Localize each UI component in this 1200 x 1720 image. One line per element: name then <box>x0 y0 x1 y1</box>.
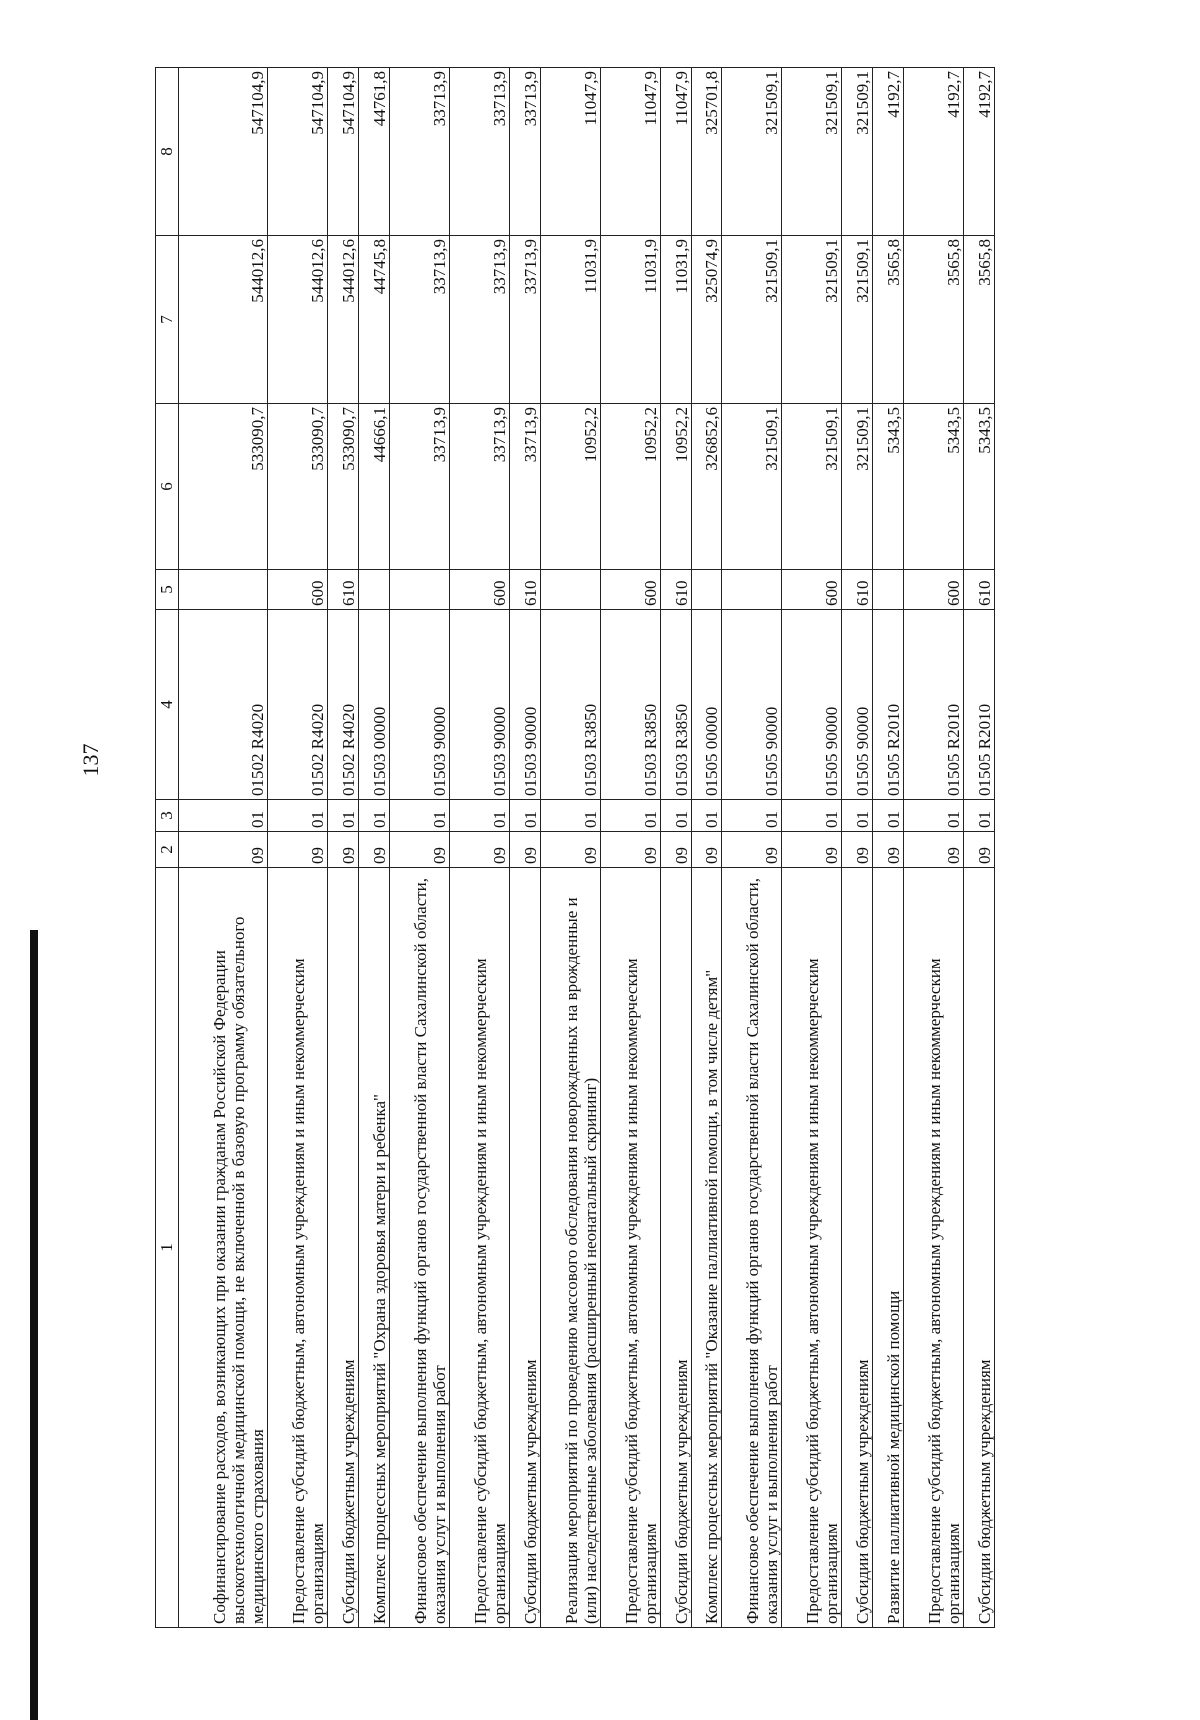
cell-amount-col7: 11031,9 <box>600 236 660 404</box>
cell-subsection: 01 <box>268 800 328 832</box>
cell-section: 09 <box>328 832 359 868</box>
cell-section: 09 <box>691 832 722 868</box>
cell-target-article: 01505 R2010 <box>964 610 995 800</box>
cell-amount-col8: 547104,9 <box>179 68 268 236</box>
cell-expense-type <box>873 570 904 610</box>
cell-section: 09 <box>449 832 509 868</box>
cell-amount-col7: 3565,8 <box>964 236 995 404</box>
table-row <box>540 68 600 1628</box>
cell-target-article: 01502 R4020 <box>328 610 359 800</box>
header-col-2: 2 <box>156 832 179 868</box>
cell-amount-col6: 33713,9 <box>389 404 449 570</box>
cell-amount-col6: 321509,1 <box>842 404 873 570</box>
cell-name: Финансовое обеспечение выполнения функций органов государственной власти Сахалинской области, оказания услуг и выполнения работ <box>389 868 449 1628</box>
cell-subsection: 01 <box>509 800 540 832</box>
cell-target-article: 01502 R4020 <box>268 610 328 800</box>
cell-name: Субсидии бюджетным учреждениям <box>842 868 873 1628</box>
cell-target-article: 01503 90000 <box>509 610 540 800</box>
cell-name: Реализация мероприятий по проведению массового обследования новорожденных на врожденные и (или) наследственные заболевания (расширенный неонатальный скрининг) <box>540 868 600 1628</box>
cell-amount-col7: 33713,9 <box>389 236 449 404</box>
cell-section: 09 <box>873 832 904 868</box>
cell-target-article: 01505 90000 <box>842 610 873 800</box>
cell-amount-col8: 33713,9 <box>509 68 540 236</box>
budget-table-container <box>155 68 995 1628</box>
table-row <box>509 68 540 1628</box>
cell-target-article: 01503 R3850 <box>660 610 691 800</box>
cell-subsection: 01 <box>903 800 963 832</box>
cell-expense-type: 610 <box>964 570 995 610</box>
cell-amount-col6: 533090,7 <box>328 404 359 570</box>
cell-section: 09 <box>903 832 963 868</box>
cell-subsection: 01 <box>449 800 509 832</box>
cell-subsection: 01 <box>660 800 691 832</box>
cell-section: 09 <box>660 832 691 868</box>
cell-expense-type: 610 <box>509 570 540 610</box>
cell-amount-col7: 321509,1 <box>842 236 873 404</box>
cell-section: 09 <box>540 832 600 868</box>
cell-amount-col6: 33713,9 <box>449 404 509 570</box>
cell-expense-type: 600 <box>268 570 328 610</box>
cell-amount-col7: 321509,1 <box>782 236 842 404</box>
table-header-row <box>156 68 179 1628</box>
cell-amount-col7: 544012,6 <box>179 236 268 404</box>
cell-amount-col8: 547104,9 <box>328 68 359 236</box>
cell-target-article: 01505 R2010 <box>873 610 904 800</box>
cell-expense-type <box>691 570 722 610</box>
cell-name: Предоставление субсидий бюджетным, автономным учреждениям и иным некоммерческим организациям <box>600 868 660 1628</box>
cell-name: Субсидии бюджетным учреждениям <box>660 868 691 1628</box>
cell-subsection: 01 <box>782 800 842 832</box>
cell-name: Развитие паллиативной медицинской помощи <box>873 868 904 1628</box>
cell-amount-col6: 5343,5 <box>964 404 995 570</box>
header-col-3: 3 <box>156 800 179 832</box>
cell-amount-col8: 33713,9 <box>389 68 449 236</box>
cell-section: 09 <box>389 832 449 868</box>
header-col-8: 8 <box>156 68 179 236</box>
cell-amount-col7: 3565,8 <box>903 236 963 404</box>
table-row <box>600 68 660 1628</box>
table-row <box>691 68 722 1628</box>
table-row <box>179 68 268 1628</box>
cell-amount-col6: 533090,7 <box>179 404 268 570</box>
table-row <box>964 68 995 1628</box>
cell-section: 09 <box>359 832 390 868</box>
cell-amount-col6: 10952,2 <box>660 404 691 570</box>
cell-expense-type: 610 <box>660 570 691 610</box>
cell-amount-col8: 44761,8 <box>359 68 390 236</box>
table-row <box>268 68 328 1628</box>
cell-name: Предоставление субсидий бюджетным, автономным учреждениям и иным некоммерческим организациям <box>268 868 328 1628</box>
cell-subsection: 01 <box>359 800 390 832</box>
table-row <box>449 68 509 1628</box>
table-row <box>660 68 691 1628</box>
cell-amount-col8: 321509,1 <box>782 68 842 236</box>
cell-section: 09 <box>722 832 782 868</box>
cell-amount-col6: 5343,5 <box>903 404 963 570</box>
cell-expense-type: 600 <box>782 570 842 610</box>
cell-expense-type: 600 <box>449 570 509 610</box>
cell-amount-col8: 321509,1 <box>842 68 873 236</box>
cell-name: Субсидии бюджетным учреждениям <box>328 868 359 1628</box>
cell-name: Комплекс процессных мероприятий "Охрана здоровья матери и ребенка" <box>359 868 390 1628</box>
cell-name: Субсидии бюджетным учреждениям <box>509 868 540 1628</box>
cell-expense-type: 600 <box>903 570 963 610</box>
cell-amount-col8: 321509,1 <box>722 68 782 236</box>
cell-amount-col8: 11047,9 <box>540 68 600 236</box>
cell-amount-col6: 33713,9 <box>509 404 540 570</box>
header-col-4: 4 <box>156 610 179 800</box>
cell-amount-col7: 3565,8 <box>873 236 904 404</box>
cell-amount-col7: 325074,9 <box>691 236 722 404</box>
cell-subsection: 01 <box>842 800 873 832</box>
cell-target-article: 01505 00000 <box>691 610 722 800</box>
cell-amount-col8: 4192,7 <box>873 68 904 236</box>
cell-amount-col7: 44745,8 <box>359 236 390 404</box>
cell-section: 09 <box>509 832 540 868</box>
header-col-1: 1 <box>156 868 179 1628</box>
cell-name: Предоставление субсидий бюджетным, автономным учреждениям и иным некоммерческим организациям <box>903 868 963 1628</box>
header-col-5: 5 <box>156 570 179 610</box>
cell-expense-type <box>540 570 600 610</box>
cell-subsection: 01 <box>389 800 449 832</box>
cell-name: Софинансирование расходов, возникающих при оказании гражданам Российской Федерации высокотехнологичной медицинской помощи, не включенной в базовую программу обязательного медицинского страхования <box>179 868 268 1628</box>
cell-expense-type <box>179 570 268 610</box>
cell-amount-col6: 10952,2 <box>540 404 600 570</box>
cell-amount-col7: 544012,6 <box>328 236 359 404</box>
cell-amount-col6: 321509,1 <box>722 404 782 570</box>
cell-subsection: 01 <box>722 800 782 832</box>
cell-amount-col7: 11031,9 <box>660 236 691 404</box>
page-number: 137 <box>78 743 103 777</box>
cell-amount-col6: 5343,5 <box>873 404 904 570</box>
cell-amount-col6: 533090,7 <box>268 404 328 570</box>
table-row <box>328 68 359 1628</box>
cell-target-article: 01503 R3850 <box>600 610 660 800</box>
cell-target-article: 01505 90000 <box>722 610 782 800</box>
cell-expense-type <box>722 570 782 610</box>
cell-section: 09 <box>600 832 660 868</box>
cell-amount-col6: 44666,1 <box>359 404 390 570</box>
cell-subsection: 01 <box>964 800 995 832</box>
cell-subsection: 01 <box>873 800 904 832</box>
cell-subsection: 01 <box>540 800 600 832</box>
table-row <box>389 68 449 1628</box>
table-row <box>782 68 842 1628</box>
cell-amount-col7: 33713,9 <box>509 236 540 404</box>
cell-target-article: 01503 00000 <box>359 610 390 800</box>
cell-target-article: 01505 90000 <box>782 610 842 800</box>
cell-target-article: 01505 R2010 <box>903 610 963 800</box>
cell-amount-col8: 4192,7 <box>903 68 963 236</box>
table-row <box>903 68 963 1628</box>
cell-target-article: 01502 R4020 <box>179 610 268 800</box>
cell-section: 09 <box>782 832 842 868</box>
cell-section: 09 <box>842 832 873 868</box>
cell-name: Финансовое обеспечение выполнения функций органов государственной власти Сахалинской области, оказания услуг и выполнения работ <box>722 868 782 1628</box>
cell-amount-col6: 326852,6 <box>691 404 722 570</box>
cell-amount-col8: 33713,9 <box>449 68 509 236</box>
cell-amount-col7: 33713,9 <box>449 236 509 404</box>
header-col-6: 6 <box>156 404 179 570</box>
cell-target-article: 01503 90000 <box>449 610 509 800</box>
cell-subsection: 01 <box>328 800 359 832</box>
cell-amount-col7: 544012,6 <box>268 236 328 404</box>
cell-amount-col8: 547104,9 <box>268 68 328 236</box>
cell-section: 09 <box>964 832 995 868</box>
table-row <box>722 68 782 1628</box>
cell-amount-col7: 321509,1 <box>722 236 782 404</box>
cell-section: 09 <box>179 832 268 868</box>
cell-name: Субсидии бюджетным учреждениям <box>964 868 995 1628</box>
table-row <box>842 68 873 1628</box>
cell-target-article: 01503 R3850 <box>540 610 600 800</box>
cell-amount-col6: 321509,1 <box>782 404 842 570</box>
cell-amount-col8: 11047,9 <box>600 68 660 236</box>
cell-section: 09 <box>268 832 328 868</box>
cell-amount-col8: 325701,8 <box>691 68 722 236</box>
cell-name: Комплекс процессных мероприятий "Оказание паллиативной помощи, в том числе детям" <box>691 868 722 1628</box>
cell-target-article: 01503 90000 <box>389 610 449 800</box>
cell-name: Предоставление субсидий бюджетным, автономным учреждениям и иным некоммерческим организациям <box>782 868 842 1628</box>
cell-expense-type: 610 <box>328 570 359 610</box>
header-col-7: 7 <box>156 236 179 404</box>
cell-amount-col6: 10952,2 <box>600 404 660 570</box>
binding-edge <box>30 930 38 1720</box>
cell-expense-type <box>359 570 390 610</box>
cell-amount-col8: 11047,9 <box>660 68 691 236</box>
cell-subsection: 01 <box>179 800 268 832</box>
cell-expense-type <box>389 570 449 610</box>
table-row <box>359 68 390 1628</box>
cell-expense-type: 600 <box>600 570 660 610</box>
budget-table <box>155 67 995 1628</box>
cell-amount-col8: 4192,7 <box>964 68 995 236</box>
cell-subsection: 01 <box>600 800 660 832</box>
cell-subsection: 01 <box>691 800 722 832</box>
cell-expense-type: 610 <box>842 570 873 610</box>
cell-amount-col7: 11031,9 <box>540 236 600 404</box>
cell-name: Предоставление субсидий бюджетным, автономным учреждениям и иным некоммерческим организациям <box>449 868 509 1628</box>
table-row <box>873 68 904 1628</box>
